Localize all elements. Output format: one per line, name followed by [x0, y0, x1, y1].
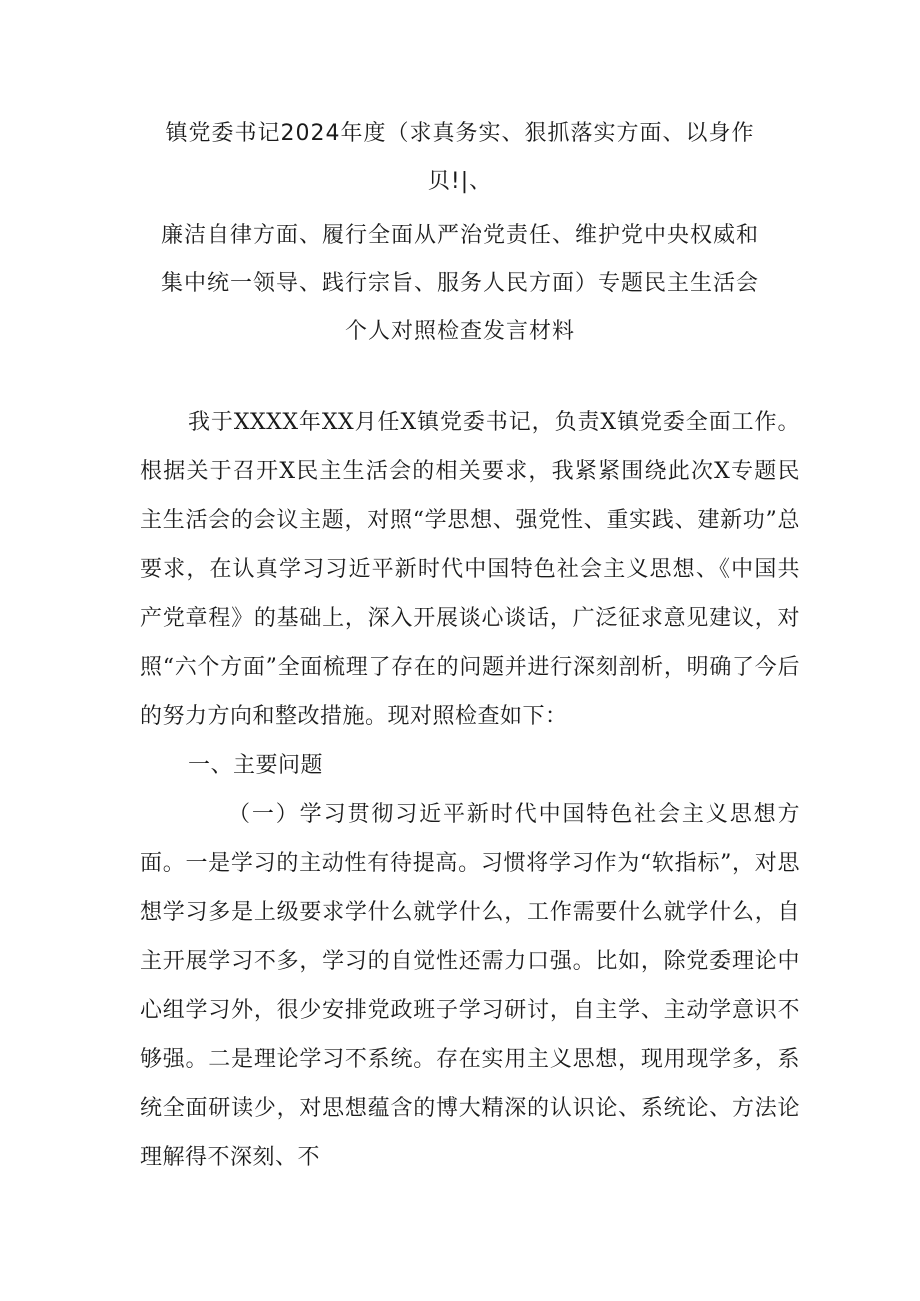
document-body: [140, 398, 800, 1182]
section-heading-main-problems: 一、主要问题: [188, 753, 324, 778]
title-line-4: 集中统一领导、践行宗旨、服务人民方面）专题民主生活会: [160, 271, 759, 296]
title-line-2: 贝!|、: [427, 169, 493, 194]
document-title: [100, 110, 820, 356]
title-line-5: 个人对照检查发言材料: [344, 319, 575, 344]
intro-paragraph: 我于XXXX年XX月任X镇党委书记，负责X镇党委全面工作。根据关于召开X民主生活会的相关要求，我紧紧围绕此次X专题民主生活会的会议主题，对照“学思想、强党性、重实践、建新功”总要求，在认真学习习近平新时代中国特色社会主义思想、《中国共产党章程》的基础上，深入开展谈心谈话，广泛征求意见建议，对照“六个方面”全面梳理了存在的问题并进行深刻剖析，明确了今后的努力方向和整改措施。现对照检查如下：: [140, 410, 800, 729]
subsection-paragraph-1: （一）学习贯彻习近平新时代中国特色社会主义思想方面。一是学习的主动性有待提高。习惯将学习作为“软指标”，对思想学习多是上级要求学什么就学什么，工作需要什么就学什么，自主开展学习不多，学习的自觉性还需力口强。比如，除党委理论中心组学习外，很少安排党政班子学习研讨，自主学、主动学意识不够强。二是理论学习不系统。存在实用主义思想，现用现学多，系统全面研读少，对思想蕴含的博大精深的认识论、系统论、方法论理解得不深刻、不: [140, 802, 800, 1170]
title-line-3: 廉洁自律方面、履行全面从严治党责任、维护党中央权威和: [160, 223, 759, 248]
title-line-1: 镇党委书记2024年度（求真务实、狠抓落实方面、以身作: [165, 121, 755, 146]
